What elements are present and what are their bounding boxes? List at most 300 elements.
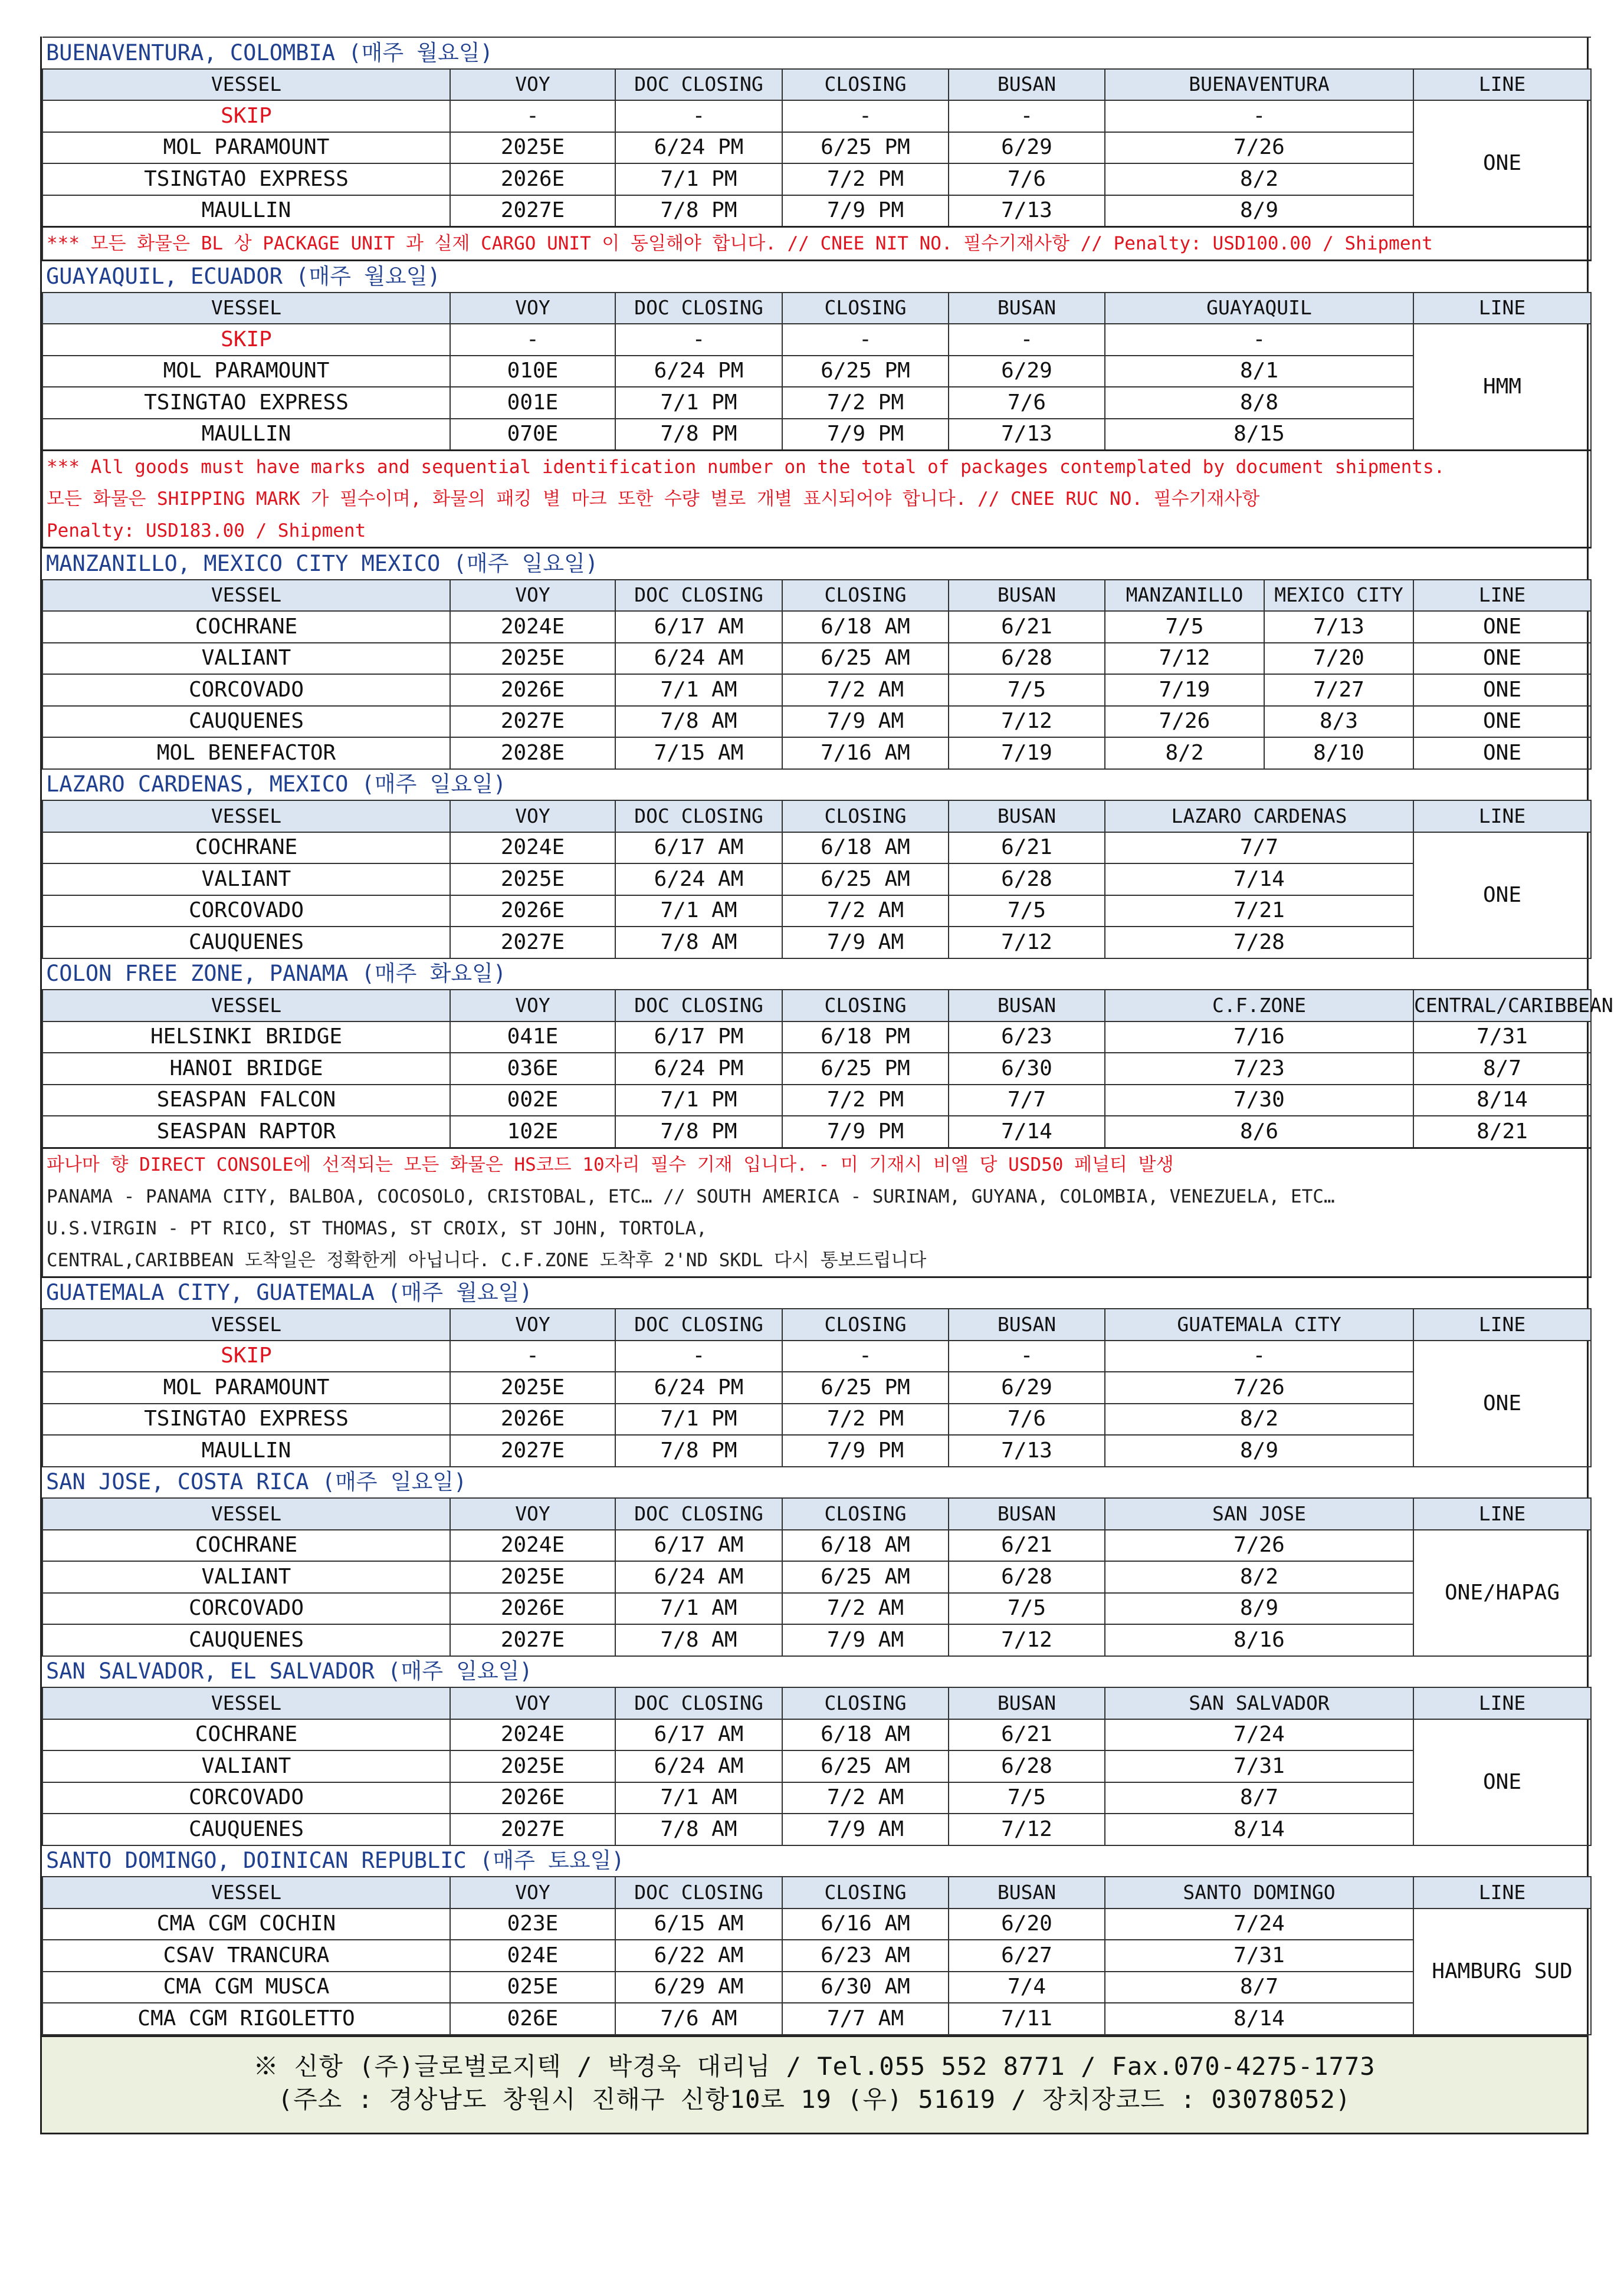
table-cell: 6/28 xyxy=(949,1561,1105,1593)
table-cell: 8/21 xyxy=(1413,1116,1591,1148)
table-cell: 7/23 xyxy=(1105,1053,1413,1085)
table-cell: 6/18 AM xyxy=(782,832,949,864)
vessel-name: SKIP xyxy=(42,324,450,356)
table-cell: 7/19 xyxy=(1105,674,1264,706)
table-cell: 7/14 xyxy=(1105,863,1413,895)
table-cell: 7/16 AM xyxy=(782,737,949,769)
table-cell: 6/25 AM xyxy=(782,1561,949,1593)
table-cell: 6/29 xyxy=(949,132,1105,164)
column-header: VOY xyxy=(450,1877,615,1909)
table-cell: 7/8 AM xyxy=(615,927,782,958)
column-header: VOY xyxy=(450,1687,615,1719)
table-cell: 6/21 xyxy=(949,611,1105,643)
vessel-name: MAULLIN xyxy=(42,419,450,451)
table-cell: 2027E xyxy=(450,1624,615,1656)
table-cell: ONE xyxy=(1413,611,1591,643)
table-row xyxy=(42,1624,1591,1656)
table-row xyxy=(42,832,1591,864)
table-cell: 7/7 xyxy=(1105,832,1413,864)
table-cell: 7/2 PM xyxy=(782,1404,949,1436)
table-cell: - xyxy=(450,1341,615,1372)
table-cell: 8/1 xyxy=(1105,356,1413,387)
table-cell: 2026E xyxy=(450,895,615,927)
table-cell: 7/8 AM xyxy=(615,706,782,738)
table-row xyxy=(42,927,1591,958)
table-cell: 7/2 PM xyxy=(782,387,949,419)
table-cell: 7/13 xyxy=(949,1435,1105,1467)
section-note-row xyxy=(42,1148,1591,1277)
note-line: 모든 화물은 SHIPPING MARK 가 필수이며, 화물의 패킹 별 마크 또한 수량 별로 개별 표시되어야 합니다. // CNEE RUC NO. 필수기재사항 xyxy=(47,488,1260,510)
table-row xyxy=(42,611,1591,643)
section-note xyxy=(42,1148,1591,1277)
vessel-name: COCHRANE xyxy=(42,1719,450,1751)
table-cell: 2027E xyxy=(450,1814,615,1845)
table-cell: - xyxy=(782,1341,949,1372)
table-cell: 6/20 xyxy=(949,1909,1105,1940)
section-title-row xyxy=(42,261,1591,293)
column-header: DOC CLOSING xyxy=(615,990,782,1021)
table-cell: 8/16 xyxy=(1105,1624,1413,1656)
table-row xyxy=(42,1593,1591,1625)
vessel-name: CAUQUENES xyxy=(42,1624,450,1656)
table-cell: 7/9 AM xyxy=(782,927,949,958)
table-cell: 7/26 xyxy=(1105,1372,1413,1404)
column-header: CLOSING xyxy=(782,1309,949,1341)
table-row xyxy=(42,2003,1591,2035)
vessel-name: MOL PARAMOUNT xyxy=(42,1372,450,1404)
table-cell: 6/24 AM xyxy=(615,863,782,895)
table-row xyxy=(42,1372,1591,1404)
table-row xyxy=(42,1750,1591,1782)
table-cell: 6/24 AM xyxy=(615,1561,782,1593)
table-cell: 6/18 PM xyxy=(782,1021,949,1053)
column-header: LINE xyxy=(1413,800,1591,832)
table-cell: 8/7 xyxy=(1413,1053,1591,1085)
table-cell: 7/12 xyxy=(1105,643,1264,675)
table-cell: - xyxy=(1105,100,1413,132)
table-cell: 7/9 PM xyxy=(782,1435,949,1467)
table-cell: 7/2 AM xyxy=(782,895,949,927)
table-cell: 6/17 PM xyxy=(615,1021,782,1053)
table-header-row xyxy=(42,1309,1591,1341)
table-cell: 7/9 PM xyxy=(782,195,949,227)
column-header: VESSEL xyxy=(42,1498,450,1530)
table-cell: 7/9 PM xyxy=(782,1116,949,1148)
table-cell: ONE xyxy=(1413,737,1591,769)
column-header: CLOSING xyxy=(782,580,949,612)
table-cell: 102E xyxy=(450,1116,615,1148)
table-cell: 6/23 AM xyxy=(782,1940,949,1972)
column-header: BUSAN xyxy=(949,580,1105,612)
table-cell: 7/1 AM xyxy=(615,1782,782,1814)
vessel-name: COCHRANE xyxy=(42,1530,450,1562)
column-header: MANZANILLO xyxy=(1105,580,1264,612)
table-cell: 6/18 AM xyxy=(782,611,949,643)
column-header: VESSEL xyxy=(42,580,450,612)
table-cell: 6/24 PM xyxy=(615,1053,782,1085)
table-row xyxy=(42,1972,1591,2003)
note-line: U.S.VIRGIN - PT RICO, ST THOMAS, ST CROIX, ST JOHN, TORTOLA, xyxy=(47,1217,707,1239)
vessel-name: VALIANT xyxy=(42,1561,450,1593)
vessel-name: VALIANT xyxy=(42,1750,450,1782)
table-cell: 036E xyxy=(450,1053,615,1085)
column-header: VESSEL xyxy=(42,1877,450,1909)
table-cell: 2024E xyxy=(450,832,615,864)
table-cell: 6/28 xyxy=(949,643,1105,675)
vessel-name: CMA CGM COCHIN xyxy=(42,1909,450,1940)
table-cell: 6/28 xyxy=(949,1750,1105,1782)
vessel-name: MOL PARAMOUNT xyxy=(42,356,450,387)
table-row xyxy=(42,163,1591,195)
column-header: VOY xyxy=(450,580,615,612)
table-cell: - xyxy=(949,100,1105,132)
table-cell: 7/4 xyxy=(949,1972,1105,2003)
table-row xyxy=(42,1782,1591,1814)
table-cell: - xyxy=(949,1341,1105,1372)
section-note xyxy=(42,451,1591,548)
vessel-name: TSINGTAO EXPRESS xyxy=(42,1404,450,1436)
table-cell: ONE xyxy=(1413,706,1591,738)
table-cell: 8/10 xyxy=(1264,737,1413,769)
vessel-name: SKIP xyxy=(42,100,450,132)
table-cell: 2026E xyxy=(450,1593,615,1625)
table-cell: 002E xyxy=(450,1085,615,1116)
table-cell: 7/9 AM xyxy=(782,1814,949,1845)
table-cell: 7/20 xyxy=(1264,643,1413,675)
line-carrier: ONE/HAPAG xyxy=(1413,1530,1591,1656)
vessel-name: CORCOVADO xyxy=(42,1782,450,1814)
table-row xyxy=(42,1561,1591,1593)
table-cell: 8/15 xyxy=(1105,419,1413,451)
column-header: BUSAN xyxy=(949,1498,1105,1530)
table-cell: 7/26 xyxy=(1105,706,1264,738)
table-cell: 2025E xyxy=(450,1372,615,1404)
vessel-name: SEASPAN RAPTOR xyxy=(42,1116,450,1148)
column-header: VESSEL xyxy=(42,990,450,1021)
table-cell: 7/12 xyxy=(949,1624,1105,1656)
table-cell: 7/24 xyxy=(1105,1909,1413,1940)
table-row xyxy=(42,1053,1591,1085)
table-cell: 2025E xyxy=(450,132,615,164)
table-row xyxy=(42,195,1591,227)
column-header: LINE xyxy=(1413,293,1591,324)
table-cell: 7/8 AM xyxy=(615,1814,782,1845)
section-note-row xyxy=(42,227,1591,261)
table-cell: 8/14 xyxy=(1105,1814,1413,1845)
column-header: BUSAN xyxy=(949,293,1105,324)
column-header: DOC CLOSING xyxy=(615,1309,782,1341)
table-cell: 7/6 xyxy=(949,163,1105,195)
line-carrier: ONE xyxy=(1413,1341,1591,1467)
section-title: SAN JOSE, COSTA RICA (매주 일요일) xyxy=(42,1467,1591,1499)
column-header: VESSEL xyxy=(42,69,450,101)
vessel-name: CORCOVADO xyxy=(42,895,450,927)
table-cell: 7/13 xyxy=(949,195,1105,227)
contact-footer xyxy=(42,2035,1587,2134)
table-row xyxy=(42,1341,1591,1372)
table-cell: 2027E xyxy=(450,195,615,227)
vessel-name: MAULLIN xyxy=(42,195,450,227)
table-cell: 8/7 xyxy=(1105,1782,1413,1814)
column-header: VESSEL xyxy=(42,1687,450,1719)
column-header: BUSAN xyxy=(949,800,1105,832)
table-cell: 7/28 xyxy=(1105,927,1413,958)
table-cell: 6/29 AM xyxy=(615,1972,782,2003)
table-header-row xyxy=(42,990,1591,1021)
table-cell: 6/25 PM xyxy=(782,132,949,164)
vessel-name: HANOI BRIDGE xyxy=(42,1053,450,1085)
table-cell: 6/22 AM xyxy=(615,1940,782,1972)
table-cell: 2025E xyxy=(450,1561,615,1593)
table-cell: 8/2 xyxy=(1105,163,1413,195)
column-header: BUENAVENTURA xyxy=(1105,69,1413,101)
table-row xyxy=(42,1116,1591,1148)
line-carrier: ONE xyxy=(1413,832,1591,958)
table-header-row xyxy=(42,293,1591,324)
table-cell: - xyxy=(949,324,1105,356)
schedule-table xyxy=(42,37,1613,2035)
table-row xyxy=(42,863,1591,895)
column-header: DOC CLOSING xyxy=(615,1498,782,1530)
column-header: DOC CLOSING xyxy=(615,1877,782,1909)
section-title: GUAYAQUIL, ECUADOR (매주 월요일) xyxy=(42,261,1591,293)
table-cell: 6/21 xyxy=(949,832,1105,864)
table-cell: 7/5 xyxy=(949,895,1105,927)
table-cell: 7/1 AM xyxy=(615,895,782,927)
table-cell: 7/1 PM xyxy=(615,1085,782,1116)
column-header: CLOSING xyxy=(782,800,949,832)
table-row xyxy=(42,1530,1591,1562)
table-cell: 2028E xyxy=(450,737,615,769)
vessel-name: MOL BENEFACTOR xyxy=(42,737,450,769)
section-title-row xyxy=(42,37,1591,69)
column-header: VOY xyxy=(450,1498,615,1530)
table-cell: 6/29 xyxy=(949,356,1105,387)
column-header: GUATEMALA CITY xyxy=(1105,1309,1413,1341)
table-cell: 7/13 xyxy=(1264,611,1413,643)
column-header: LINE xyxy=(1413,1498,1591,1530)
vessel-name: SEASPAN FALCON xyxy=(42,1085,450,1116)
table-row xyxy=(42,895,1591,927)
column-header: CLOSING xyxy=(782,293,949,324)
column-header: CLOSING xyxy=(782,990,949,1021)
vessel-name: CSAV TRANCURA xyxy=(42,1940,450,1972)
column-header: VOY xyxy=(450,69,615,101)
table-cell: 6/25 AM xyxy=(782,1750,949,1782)
vessel-name: COCHRANE xyxy=(42,611,450,643)
table-header-row xyxy=(42,1687,1591,1719)
column-header: SAN SALVADOR xyxy=(1105,1687,1413,1719)
table-cell: 2027E xyxy=(450,706,615,738)
table-cell: 7/8 PM xyxy=(615,419,782,451)
column-header: GUAYAQUIL xyxy=(1105,293,1413,324)
vessel-name: SKIP xyxy=(42,1341,450,1372)
table-header-row xyxy=(42,1498,1591,1530)
column-header: VOY xyxy=(450,800,615,832)
column-header: LINE xyxy=(1413,1877,1591,1909)
table-cell: 070E xyxy=(450,419,615,451)
column-header: VOY xyxy=(450,293,615,324)
table-cell: 010E xyxy=(450,356,615,387)
table-cell: 7/5 xyxy=(949,674,1105,706)
table-cell: 8/14 xyxy=(1105,2003,1413,2035)
table-cell: 7/31 xyxy=(1105,1940,1413,1972)
section-note-row xyxy=(42,451,1591,548)
table-cell: 6/24 PM xyxy=(615,1372,782,1404)
table-cell: 6/30 xyxy=(949,1053,1105,1085)
column-header: DOC CLOSING xyxy=(615,1687,782,1719)
column-header: BUSAN xyxy=(949,1877,1105,1909)
table-cell: 7/8 PM xyxy=(615,1435,782,1467)
column-header: LINE xyxy=(1413,580,1591,612)
table-cell: 2024E xyxy=(450,1719,615,1751)
table-cell: 7/24 xyxy=(1105,1719,1413,1751)
table-cell: 7/1 PM xyxy=(615,1404,782,1436)
table-cell: 7/8 PM xyxy=(615,195,782,227)
column-header: LINE xyxy=(1413,69,1591,101)
vessel-name: CORCOVADO xyxy=(42,1593,450,1625)
table-row xyxy=(42,674,1591,706)
table-cell: 6/24 PM xyxy=(615,132,782,164)
table-cell: 6/25 AM xyxy=(782,643,949,675)
table-cell: - xyxy=(450,100,615,132)
table-header-row xyxy=(42,69,1591,101)
vessel-name: COCHRANE xyxy=(42,832,450,864)
table-cell: 6/17 AM xyxy=(615,611,782,643)
table-cell: 8/9 xyxy=(1105,195,1413,227)
table-cell: 7/1 PM xyxy=(615,387,782,419)
vessel-name: CMA CGM RIGOLETTO xyxy=(42,2003,450,2035)
table-cell: 6/17 AM xyxy=(615,1719,782,1751)
table-cell: 024E xyxy=(450,1940,615,1972)
table-cell: 7/31 xyxy=(1413,1021,1591,1053)
table-cell: - xyxy=(782,324,949,356)
table-cell: 7/6 xyxy=(949,387,1105,419)
table-cell: 023E xyxy=(450,1909,615,1940)
table-cell: 8/6 xyxy=(1105,1116,1413,1148)
table-cell: 7/16 xyxy=(1105,1021,1413,1053)
column-header: VESSEL xyxy=(42,800,450,832)
section-title: BUENAVENTURA, COLOMBIA (매주 월요일) xyxy=(42,37,1591,69)
column-header: BUSAN xyxy=(949,1687,1105,1719)
column-header: BUSAN xyxy=(949,69,1105,101)
table-cell: 7/2 AM xyxy=(782,674,949,706)
table-cell: 7/31 xyxy=(1105,1750,1413,1782)
vessel-name: MAULLIN xyxy=(42,1435,450,1467)
column-header: DOC CLOSING xyxy=(615,293,782,324)
table-cell: 7/8 AM xyxy=(615,1624,782,1656)
table-cell: 2026E xyxy=(450,1404,615,1436)
table-cell: 7/30 xyxy=(1105,1085,1413,1116)
vessel-name: HELSINKI BRIDGE xyxy=(42,1021,450,1053)
table-cell: 7/6 AM xyxy=(615,2003,782,2035)
table-cell: - xyxy=(782,100,949,132)
table-cell: - xyxy=(615,324,782,356)
table-cell: 2027E xyxy=(450,927,615,958)
table-cell: 7/9 AM xyxy=(782,706,949,738)
table-cell: 041E xyxy=(450,1021,615,1053)
table-cell: 2024E xyxy=(450,1530,615,1562)
table-cell: 6/16 AM xyxy=(782,1909,949,1940)
section-title: SAN SALVADOR, EL SALVADOR (매주 일요일) xyxy=(42,1656,1591,1688)
section-title-row xyxy=(42,1467,1591,1499)
schedule-sheet xyxy=(40,37,1613,2134)
table-cell: 8/3 xyxy=(1264,706,1413,738)
table-cell: 2026E xyxy=(450,674,615,706)
table-cell: 8/2 xyxy=(1105,1404,1413,1436)
table-cell: 6/25 PM xyxy=(782,1372,949,1404)
table-cell: 7/14 xyxy=(949,1116,1105,1148)
vessel-name: CAUQUENES xyxy=(42,706,450,738)
table-cell: 8/9 xyxy=(1105,1435,1413,1467)
table-cell: - xyxy=(1105,1341,1413,1372)
table-cell: 7/15 AM xyxy=(615,737,782,769)
table-cell: 7/19 xyxy=(949,737,1105,769)
table-cell: 7/7 xyxy=(949,1085,1105,1116)
table-cell: ONE xyxy=(1413,674,1591,706)
column-header: VOY xyxy=(450,1309,615,1341)
table-cell: 8/2 xyxy=(1105,737,1264,769)
column-header: DOC CLOSING xyxy=(615,580,782,612)
table-cell: 7/2 AM xyxy=(782,1782,949,1814)
column-header: C.F.ZONE xyxy=(1105,990,1413,1021)
table-row xyxy=(42,387,1591,419)
table-cell: 6/27 xyxy=(949,1940,1105,1972)
column-header: CLOSING xyxy=(782,1877,949,1909)
table-cell: 2025E xyxy=(450,863,615,895)
line-carrier: ONE xyxy=(1413,100,1591,227)
line-carrier: HMM xyxy=(1413,324,1591,451)
table-cell: 7/27 xyxy=(1264,674,1413,706)
table-cell: 7/9 AM xyxy=(782,1624,949,1656)
vessel-name: VALIANT xyxy=(42,643,450,675)
column-header: CLOSING xyxy=(782,69,949,101)
column-header: VOY xyxy=(450,990,615,1021)
column-header: SAN JOSE xyxy=(1105,1498,1413,1530)
table-cell: 7/26 xyxy=(1105,132,1413,164)
table-row xyxy=(42,706,1591,738)
table-cell: 8/7 xyxy=(1105,1972,1413,2003)
vessel-name: CORCOVADO xyxy=(42,674,450,706)
table-cell: 6/25 AM xyxy=(782,863,949,895)
column-header: DOC CLOSING xyxy=(615,800,782,832)
table-cell: 7/21 xyxy=(1105,895,1413,927)
table-cell: 7/11 xyxy=(949,2003,1105,2035)
table-cell: 6/18 AM xyxy=(782,1530,949,1562)
table-cell: 7/26 xyxy=(1105,1530,1413,1562)
column-header: LINE xyxy=(1413,1687,1591,1719)
table-row xyxy=(42,324,1591,356)
table-row xyxy=(42,1085,1591,1116)
table-cell: - xyxy=(450,324,615,356)
table-row xyxy=(42,1719,1591,1751)
table-cell: 6/21 xyxy=(949,1719,1105,1751)
table-cell: 8/8 xyxy=(1105,387,1413,419)
table-cell: 2025E xyxy=(450,643,615,675)
table-cell: 2027E xyxy=(450,1435,615,1467)
table-cell: - xyxy=(1105,324,1413,356)
table-row xyxy=(42,1404,1591,1436)
table-cell: 7/12 xyxy=(949,927,1105,958)
note-line: Penalty: USD183.00 / Shipment xyxy=(47,520,366,541)
table-cell: ONE xyxy=(1413,643,1591,675)
table-row xyxy=(42,1909,1591,1940)
note-line: *** All goods must have marks and sequential identification number on the total of packages contemplated by document shipments. xyxy=(47,456,1445,478)
table-cell: 6/30 AM xyxy=(782,1972,949,2003)
table-cell: 2025E xyxy=(450,1750,615,1782)
vessel-name: TSINGTAO EXPRESS xyxy=(42,163,450,195)
section-title-row xyxy=(42,958,1591,990)
